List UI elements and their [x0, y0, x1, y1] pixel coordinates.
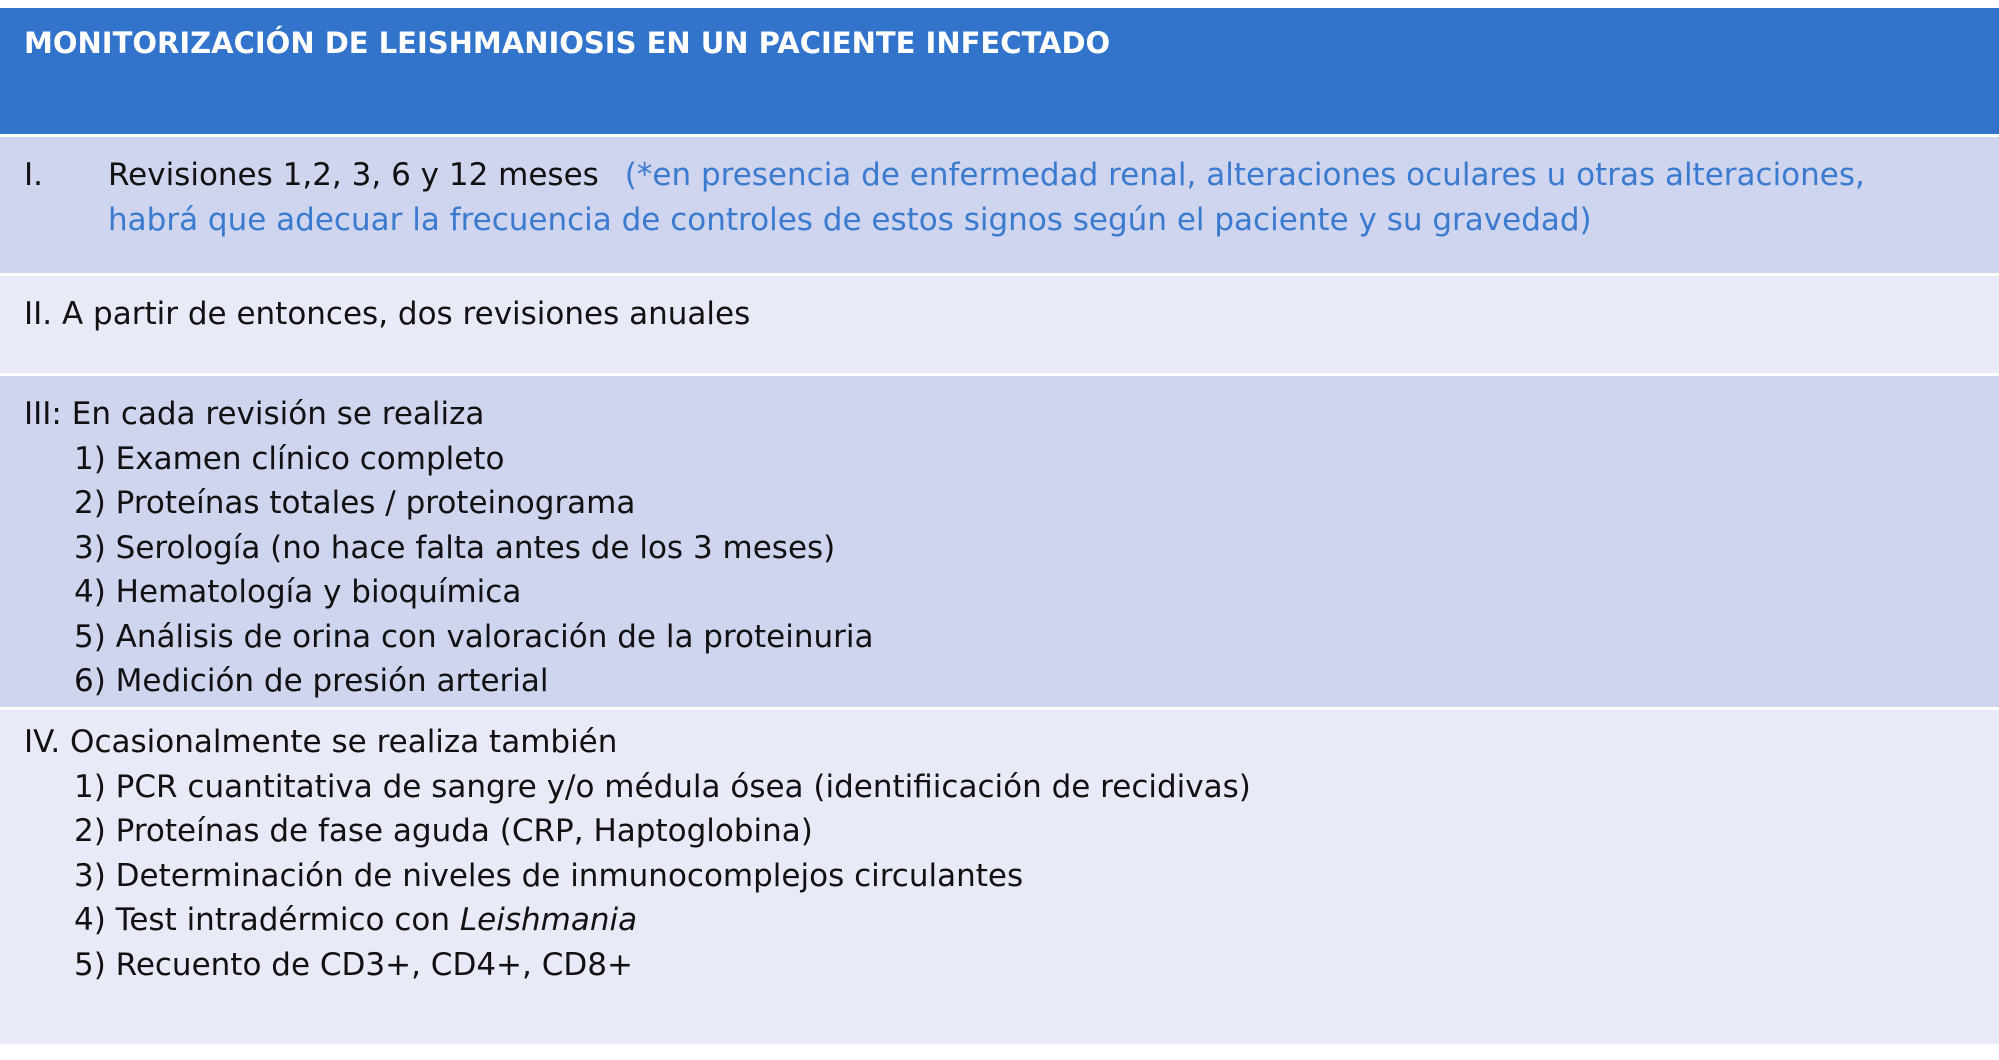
list-item: 6) Medición de presión arterial — [74, 663, 549, 699]
section-3-list — [24, 437, 1999, 704]
list-item-italic-term: Leishmania — [459, 902, 638, 938]
section-1-number: I. — [24, 157, 43, 193]
section-3-title: III: En cada revisión se realiza — [24, 396, 485, 432]
list-item — [74, 898, 1999, 943]
list-item: 1) PCR cuantitativa de sangre y/o médula ósea (identifiicación de recidivas) — [74, 768, 1251, 805]
list-item: 5) Recuento de CD3+, CD4+, CD8+ — [74, 946, 633, 983]
section-4-title: IV. Ocasionalmente se realiza también — [24, 724, 618, 760]
list-item: 1) Examen clínico completo — [74, 440, 505, 477]
section-1-content — [108, 153, 1959, 243]
section-2-text: II. A partir de entonces, dos revisiones anuales — [24, 296, 751, 332]
section-4-list — [24, 765, 1999, 988]
list-item: 5) Análisis de orina con valoración de la proteinuria — [74, 618, 874, 655]
list-item: 3) Serología (no hace falta antes de los 3 meses) — [74, 529, 836, 566]
list-item: 2) Proteínas de fase aguda (CRP, Haptoglobina) — [74, 813, 813, 849]
list-item-prefix: 4) Test intradérmico con — [74, 902, 460, 938]
list-item: 2) Proteínas totales / proteinograma — [74, 485, 636, 521]
section-3-row — [0, 373, 1999, 707]
section-1-row — [0, 134, 1999, 273]
list-item: 4) Hematología y bioquímica — [74, 574, 522, 610]
monitoring-table — [0, 8, 1999, 1044]
section-4-row — [0, 707, 1999, 1044]
section-1-text: Revisiones 1,2, 3, 6 y 12 meses — [108, 157, 599, 193]
section-2-row — [0, 273, 1999, 373]
table-title: MONITORIZACIÓN DE LEISHMANIOSIS EN UN PACIENTE INFECTADO — [24, 26, 1111, 60]
section-1-note: (*en presencia de enfermedad renal, alteraciones oculares u otras alteraciones, habrá que adecuar la frecuencia de controles de estos signos según el paciente y su gravedad) — [108, 157, 1865, 238]
table-header — [0, 8, 1999, 134]
list-item: 3) Determinación de niveles de inmunocomplejos circulantes — [74, 857, 1024, 894]
